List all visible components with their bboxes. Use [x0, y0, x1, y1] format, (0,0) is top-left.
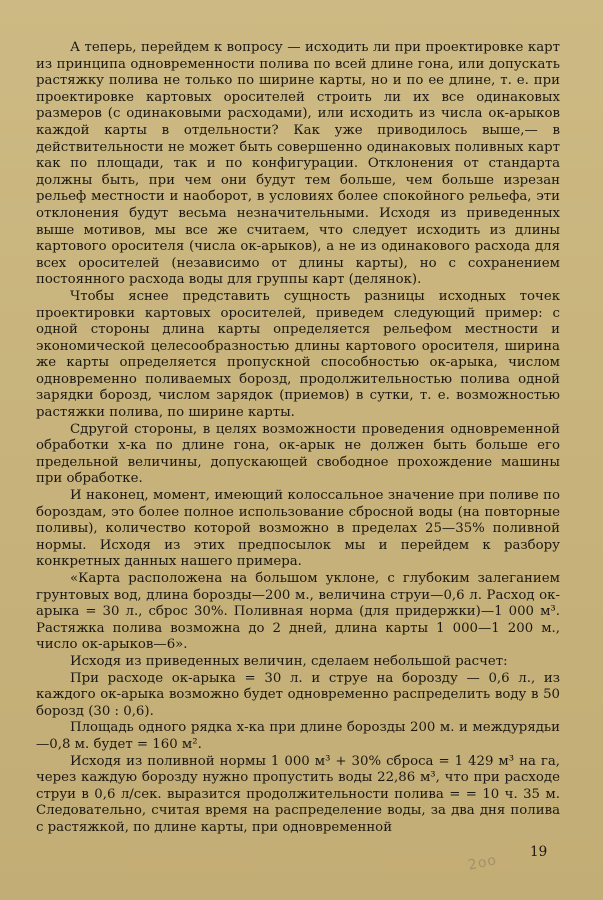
paragraph: Чтобы яснее представить сущность разницы исходных точек проектировки картовых оросителей, приведем следующий пример: с одной стороны длина карты определяется рельефом местности и экономической целесообразностью длины картового оросителя, ширина же карты определяется пропускной способностью ок-арыка, числом одновременно поливаемых борозд, продолжительностью полива одной зарядки борозд, числом зарядок (приемов) в сутки, т. е. возможностью растяжки полива, по ширине карты.	[36, 288, 560, 421]
paragraph: Сдругой стороны, в целях возможности проведения одновременной обработки х-ка по длине гона, ок-арык не должен быть больше его предельной величины, допускающей свободное прохождение машины при обработке.	[36, 421, 560, 487]
paragraph: Площадь одного рядка х-ка при длине борозды 200 м. и междурядьи—0,8 м. будет = 160 м².	[36, 720, 560, 752]
paragraph: «Карта расположена на большом уклоне, с глубоким залеганием грунтовых вод, длина борозды—200 м., величина струи—0,6 л. Расход ок-арыка = 30 л., сброс 30%. Поливная норма (для придержки)—1 000 м³. Растяжка полива возможна до 2 дней, длина карты 1 000—1 200 м., число ок-арыков—6».	[36, 571, 560, 653]
paragraph: А теперь, перейдем к вопросу — исходить ли при проектировке карт из принципа одновременности полива по всей длине гона, или допускать растяжку полива не только по ширине карты, но и по ее длине, т. е. при проектировке картовых оросителей строить ли их все одинаковых размеров (с одинаковыми расходами), или исходить из числа ок-арыков каждой карты в отдельности? Как уже приводилось выше,— в действительности не может быть совершенно одинаковых поливных карт как по площади, так и по конфигурации. Отклонения от стандарта должны быть, при чем они будут тем больше, чем больше изрезан рельеф местности и наоборот, в условиях более спокойного рельефа, эти отклонения будут весьма незначительными. Исходя из приведенных выше мотивов, мы все же считаем, что следует исходить из длины картового оросителя (числа ок-арыков), а не из одинакового расхода для всех оросителей (независимо от длины карты), но с сохранением постоянного расхода воды для группы карт (делянок).	[36, 40, 560, 288]
paragraph: Исходя из поливной нормы 1 000 м³ + 30% сброса = 1 429 м³ на га, через каждую борозду нужно пропустить воды 22,86 м³, что при расходе струи в 0,6 л/сек. выразится продолжительности полива = = 10 ч. 35 м. Следовательно, считая время на распределение воды, за два дня полива с растяжкой, по длине карты, при одновременной	[36, 753, 560, 835]
pencil-annotation: 2оо	[466, 852, 499, 874]
paragraph: При расходе ок-арыка = 30 л. и струе на борозду — 0,6 л., из каждого ок-арыка возможно будет одновременно распределить воду в 50 борозд (30 : 0,6).	[36, 670, 560, 719]
body-text	[36, 40, 560, 837]
page-number: 19	[530, 844, 548, 860]
paragraph: Исходя из приведенных величин, сделаем небольшой расчет:	[70, 653, 508, 669]
paragraph: И наконец, момент, имеющий колоссальное значение при поливе по бороздам, это более полное использование сбросной воды (на повторные поливы), количество которой возможно в пределах 25—35% поливной нормы. Исходя из этих предпосылок мы и перейдем к разбору конкретных данных нашего примера.	[36, 488, 560, 570]
